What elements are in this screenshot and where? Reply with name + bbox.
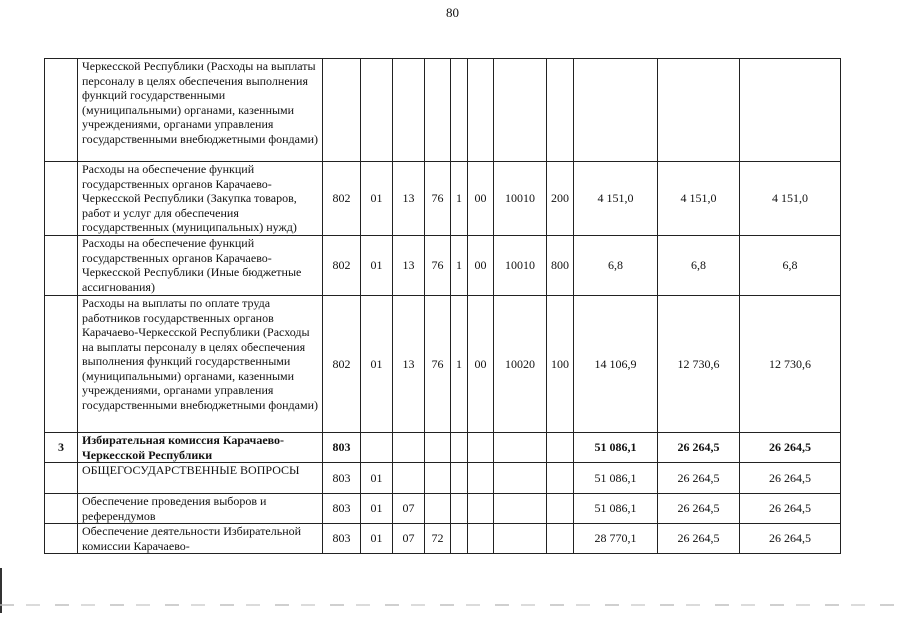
code-gr: 802 [323,296,361,433]
code-p3: 00 [468,296,494,433]
code-p3 [468,463,494,494]
sum-year-3: 26 264,5 [740,524,841,554]
sum-year-2: 26 264,5 [658,433,740,463]
table-row [45,236,841,296]
row-number [45,463,78,494]
budget-table [44,58,841,554]
code-p1: 76 [425,162,451,236]
code-pr: 07 [393,494,425,524]
code-p2: 1 [451,236,468,296]
code-rz [361,433,393,463]
row-name: Черкесской Республики (Расходы на выплаты персоналу в целях обеспечения выполнения функций государственными (муниципальными) органами, казенными учреждениями, органами управления государственными внебюджетными фондами) [78,59,323,162]
scan-edge-mark [0,568,2,613]
row-name: Расходы на выплаты по оплате труда работников государственных органов Карачаево-Черкесской Республики (Расходы на выплаты персоналу в целях обеспечения выполнения функций государственными (муниципальными) органами, казенными учреждениями, органами управления государственными внебюджетными фондами) [78,296,323,433]
code-p2 [451,59,468,162]
code-p4: 10010 [494,236,547,296]
table-row [45,494,841,524]
code-gr [323,59,361,162]
code-pr: 13 [393,236,425,296]
row-name: ОБЩЕГОСУДАРСТВЕННЫЕ ВОПРОСЫ [78,463,323,494]
sum-year-3: 4 151,0 [740,162,841,236]
code-vr: 200 [547,162,574,236]
code-rz: 01 [361,524,393,554]
code-vr [547,494,574,524]
code-p2 [451,463,468,494]
row-number [45,236,78,296]
page-number: 80 [446,5,459,20]
code-p4 [494,59,547,162]
code-pr: 07 [393,524,425,554]
sum-year-1 [574,59,658,162]
table-row [45,162,841,236]
sum-year-2 [658,59,740,162]
code-vr: 800 [547,236,574,296]
row-number [45,296,78,433]
table-row [45,433,841,463]
sum-year-2: 26 264,5 [658,524,740,554]
row-name: Обеспечение проведения выборов и референдумов [78,494,323,524]
code-rz: 01 [361,236,393,296]
sum-year-1: 28 770,1 [574,524,658,554]
code-rz: 01 [361,463,393,494]
code-p3 [468,433,494,463]
code-pr: 13 [393,296,425,433]
sum-year-3: 12 730,6 [740,296,841,433]
sum-year-1: 14 106,9 [574,296,658,433]
code-p4 [494,524,547,554]
code-p4 [494,433,547,463]
row-number [45,524,78,554]
code-rz: 01 [361,296,393,433]
table-row [45,59,841,162]
code-p2 [451,524,468,554]
code-p3 [468,524,494,554]
code-gr: 802 [323,236,361,296]
code-p2: 1 [451,162,468,236]
sum-year-3 [740,59,841,162]
table-row [45,463,841,494]
row-number [45,162,78,236]
code-rz [361,59,393,162]
code-gr: 803 [323,524,361,554]
sum-year-2: 4 151,0 [658,162,740,236]
code-p1: 72 [425,524,451,554]
code-p3: 00 [468,162,494,236]
code-p1 [425,59,451,162]
code-p1 [425,433,451,463]
code-rz: 01 [361,162,393,236]
code-gr: 803 [323,463,361,494]
code-p2 [451,494,468,524]
row-name: Избирательная комиссия Карачаево-Черкесской Республики [78,433,323,463]
code-p1 [425,494,451,524]
code-pr: 13 [393,162,425,236]
code-p2: 1 [451,296,468,433]
row-name: Расходы на обеспечение функций государственных органов Карачаево-Черкесской Республики (Закупка товаров, работ и услуг для обеспечения государственных (муниципальных) нужд) [78,162,323,236]
code-p4: 10010 [494,162,547,236]
sum-year-2: 26 264,5 [658,494,740,524]
row-number [45,59,78,162]
row-number [45,494,78,524]
code-p4 [494,463,547,494]
sum-year-1: 4 151,0 [574,162,658,236]
code-pr [393,433,425,463]
scan-noise-line [0,604,905,606]
code-p3 [468,59,494,162]
code-vr [547,59,574,162]
code-gr: 803 [323,433,361,463]
code-pr [393,59,425,162]
code-gr: 802 [323,162,361,236]
sum-year-1: 51 086,1 [574,463,658,494]
row-number: 3 [45,433,78,463]
code-gr: 803 [323,494,361,524]
row-name: Обеспечение деятельности Избирательной комиссии Карачаево- [78,524,323,554]
code-p3 [468,494,494,524]
sum-year-3: 26 264,5 [740,463,841,494]
code-rz: 01 [361,494,393,524]
sum-year-3: 26 264,5 [740,433,841,463]
code-p1: 76 [425,236,451,296]
code-p4: 10020 [494,296,547,433]
sum-year-1: 51 086,1 [574,494,658,524]
table-row [45,524,841,554]
code-vr [547,524,574,554]
row-name: Расходы на обеспечение функций государственных органов Карачаево-Черкесской Республики (Иные бюджетные ассигнования) [78,236,323,296]
sum-year-1: 6,8 [574,236,658,296]
code-p1: 76 [425,296,451,433]
code-vr [547,433,574,463]
sum-year-2: 26 264,5 [658,463,740,494]
code-pr [393,463,425,494]
sum-year-3: 6,8 [740,236,841,296]
code-vr [547,463,574,494]
code-p2 [451,433,468,463]
code-p3: 00 [468,236,494,296]
sum-year-1: 51 086,1 [574,433,658,463]
code-vr: 100 [547,296,574,433]
code-p4 [494,494,547,524]
sum-year-2: 12 730,6 [658,296,740,433]
sum-year-3: 26 264,5 [740,494,841,524]
table-row [45,296,841,433]
code-p1 [425,463,451,494]
sum-year-2: 6,8 [658,236,740,296]
